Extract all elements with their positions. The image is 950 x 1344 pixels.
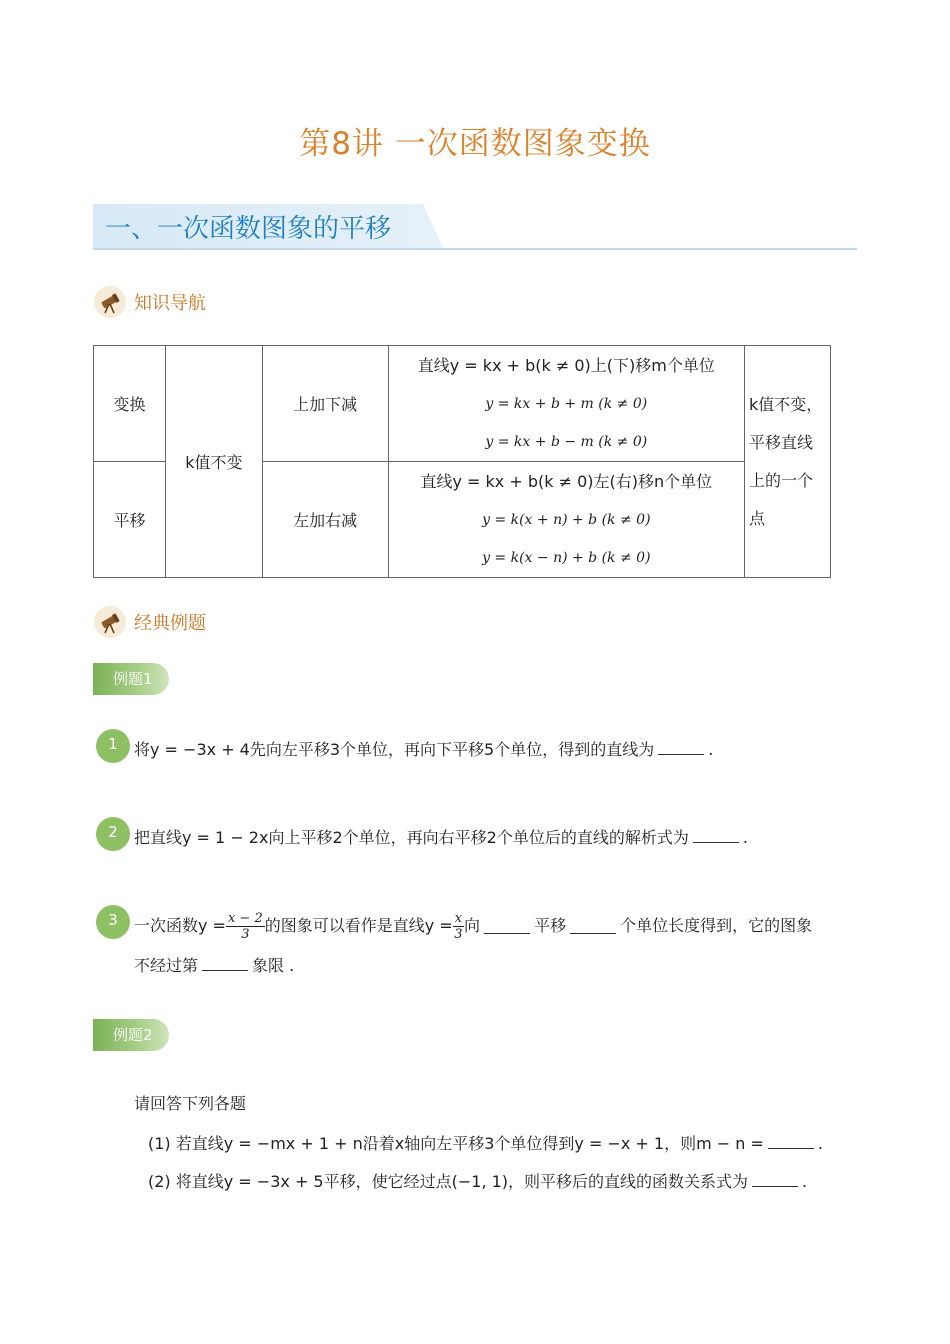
- fraction-2-numerator: x: [454, 910, 463, 926]
- horizontal-formula-1: 直线y = kx + b(k ≠ 0)左(右)移n个单位: [420, 471, 713, 491]
- question-3-part-d: 平移: [534, 916, 567, 935]
- answer-blank[interactable]: [570, 918, 616, 934]
- example2-part-2: [148, 1168, 807, 1196]
- examples-nav: [94, 606, 206, 638]
- question-2: [134, 824, 748, 852]
- question-number-3: 3: [96, 905, 130, 939]
- fraction-2-denominator: 3: [454, 926, 463, 942]
- section-header: [93, 204, 857, 250]
- examples-nav-label: 经典例题: [134, 613, 206, 634]
- question-3-part-b: 的图象可以看作是直线y =: [264, 916, 453, 935]
- question-3-part-a: 一次函数y =: [134, 916, 226, 935]
- horizontal-formula-3: y = k(x − n) + b (k ≠ 0): [482, 549, 651, 566]
- example2-tag: 例题2: [93, 1019, 169, 1051]
- example1-tag: 例题1: [93, 663, 169, 695]
- question-3-part-e: 个单位长度得到，它的图象: [620, 916, 813, 935]
- question-2-text: 把直线y = 1 − 2x向上平移2个单位，再向右平移2个单位后的直线的解析式为: [134, 828, 689, 847]
- fraction-1-numerator: x − 2: [227, 910, 263, 926]
- page-title: 第8讲 一次函数图象变换: [299, 126, 651, 162]
- answer-blank[interactable]: [484, 918, 530, 934]
- cell-transform: 变换: [94, 346, 166, 462]
- knowledge-table: [93, 345, 831, 578]
- question-number-2: 2: [96, 817, 130, 851]
- cell-vertical-formulas: [388, 346, 744, 462]
- fraction-1: [226, 911, 265, 942]
- question-1-text: 将y = −3x + 4先向左平移3个单位，再向下平移5个单位，得到的直线为: [134, 740, 655, 759]
- answer-blank[interactable]: [202, 955, 248, 971]
- question-3: [134, 908, 854, 980]
- k-const-text: k值不变: [185, 453, 243, 472]
- note-text: k值不变，平移直线上的一个点: [749, 394, 823, 528]
- answer-blank[interactable]: [768, 1133, 814, 1149]
- example2-part-1-end: .: [817, 1134, 823, 1153]
- fraction-1-denominator: 3: [241, 926, 250, 942]
- question-3-part-g: 象限 .: [252, 956, 295, 975]
- fraction-2: [453, 911, 464, 942]
- question-1: [134, 736, 713, 764]
- example2-intro: 请回答下列各题: [134, 1094, 247, 1113]
- question-3-line-1: [134, 908, 854, 944]
- vertical-formula-1: 直线y = kx + b(k ≠ 0)上(下)移m个单位: [417, 355, 715, 375]
- knowledge-nav: [94, 286, 206, 318]
- vertical-formula-2: y = kx + b + m (k ≠ 0): [485, 395, 648, 412]
- example2-part-1-text: (1) 若直线y = −mx + 1 + n沿着x轴向左平移3个单位得到y = −x + 1，则m − n =: [148, 1134, 764, 1153]
- question-3-line-2: [134, 952, 854, 980]
- question-3-part-f: 不经过第: [134, 956, 199, 975]
- question-2-end: .: [742, 828, 748, 847]
- cell-k-const: [165, 346, 262, 578]
- telescope-icon: [94, 286, 126, 318]
- cell-rule-horizontal: 左加右减: [262, 462, 388, 578]
- example2-part-2-text: (2) 将直线y = −3x + 5平移，使它经过点(−1, 1)，则平移后的直线的函数关系式为: [148, 1172, 749, 1191]
- telescope-icon: [94, 606, 126, 638]
- question-number-1: 1: [96, 729, 130, 763]
- cell-rule-vertical: 上加下减: [262, 346, 388, 462]
- answer-blank[interactable]: [752, 1171, 798, 1187]
- question-3-part-c: 向: [464, 916, 481, 935]
- answer-blank[interactable]: [658, 739, 704, 755]
- cell-shift: 平移: [94, 462, 166, 578]
- example2-part-1: [148, 1130, 823, 1158]
- answer-blank[interactable]: [693, 827, 739, 843]
- horizontal-formula-2: y = k(x + n) + b (k ≠ 0): [482, 511, 651, 528]
- section-title: 一、一次函数图象的平移: [105, 214, 392, 244]
- cell-note: [745, 346, 831, 578]
- example2-part-2-end: .: [802, 1172, 808, 1191]
- vertical-formula-3: y = kx + b − m (k ≠ 0): [485, 433, 648, 450]
- knowledge-nav-label: 知识导航: [134, 293, 206, 314]
- cell-horizontal-formulas: [388, 462, 744, 578]
- question-1-end: .: [708, 740, 714, 759]
